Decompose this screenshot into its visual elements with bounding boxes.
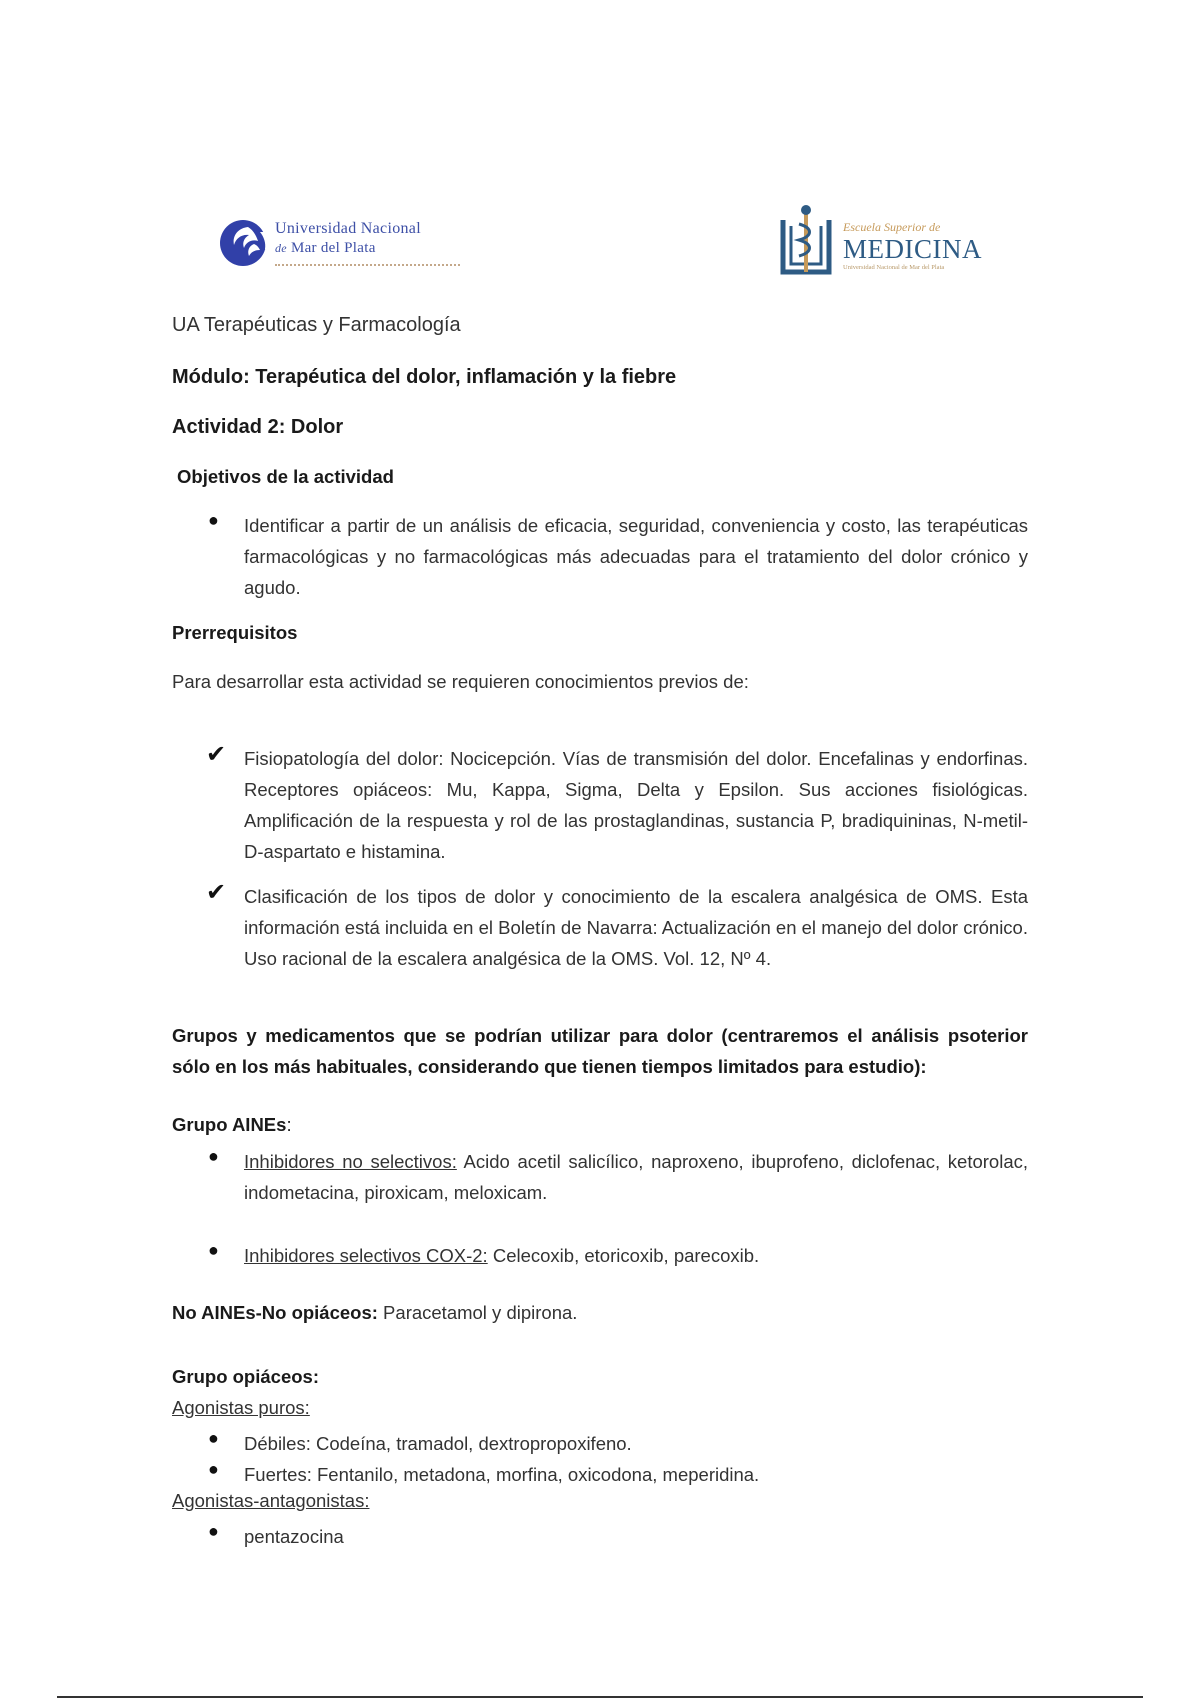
selective-label: Inhibidores selectivos COX-2: — [244, 1245, 488, 1266]
medicina-name: MEDICINA — [843, 234, 982, 264]
bullet-icon: ● — [208, 510, 219, 530]
ua-title: UA Terapéuticas y Farmacología — [172, 314, 461, 336]
weak-opioids-text: Débiles: Codeína, tramadol, dextropropoxifeno. — [244, 1433, 632, 1454]
activity-title: Actividad 2: Dolor — [172, 416, 344, 438]
no-aines-label: No AINEs-No opiáceos: — [172, 1302, 378, 1323]
unmdp-line2: Mar del Plata — [290, 240, 376, 256]
no-aines-text: Paracetamol y dipirona. — [377, 1302, 578, 1323]
medicina-top: Escuela Superior de — [843, 220, 941, 234]
unmdp-wave-icon — [218, 218, 268, 268]
pentazocina-text: pentazocina — [244, 1526, 344, 1547]
unmdp-dotted-rule — [275, 264, 460, 266]
module-title: Módulo: Terapéutica del dolor, inflamación y la fiebre — [172, 366, 677, 388]
bullet-icon: ● — [208, 1240, 219, 1260]
strong-opioids-text: Fuertes: Fentanilo, metadona, morfina, oxicodona, meperidina. — [244, 1464, 760, 1485]
prerequisites-heading: Prerrequisitos — [172, 622, 298, 643]
prerequisite-text: Clasificación de los tipos de dolor y conocimiento de la escalera analgésica de OMS. Esta información está incluida en el Boletín de Navarra: Actualización en el manejo del dolor crónico. Uso racional de la escalera analgésica de la OMS. Vol. 12, Nº 4. — [244, 886, 1028, 969]
opiaceos-heading: Grupo opiáceos: — [172, 1366, 319, 1387]
objectives-heading: Objetivos de la actividad — [177, 466, 394, 487]
aines-heading-label: Grupo AINEs — [172, 1114, 287, 1135]
aines-heading-colon: : — [286, 1114, 292, 1135]
medicina-caduceus-icon — [777, 202, 835, 280]
unmdp-logo — [218, 212, 478, 274]
selective-text: Celecoxib, etoricoxib, parecoxib. — [487, 1245, 760, 1266]
footer-rule — [57, 1696, 1143, 1698]
objective-text: Identificar a partir de un análisis de eficacia, seguridad, conveniencia y costo, las terapéuticas farmacológicas y no farmacológicas más adecuadas para el tratamiento del dolor crónico y agudo. — [244, 515, 1028, 598]
pure-agonists-heading: Agonistas puros: — [172, 1397, 310, 1418]
bullet-icon: ● — [208, 1459, 219, 1479]
bullet-icon: ● — [208, 1146, 219, 1166]
nonselective-label: Inhibidores no selectivos: — [244, 1151, 457, 1172]
unmdp-line1: Universidad Nacional — [275, 220, 421, 237]
nonselective-text: Acido acetil salicílico, naproxeno, ibuprofeno, diclofenac, ketorolac, indometacina, piroxicam, meloxicam. — [244, 1151, 1028, 1203]
medicina-sub: Universidad Nacional de Mar del Plata — [843, 264, 945, 271]
prerequisite-text: Fisiopatología del dolor: Nocicepción. Vías de transmisión del dolor. Encefalinas y endorfinas. Receptores opiáceos: Mu, Kappa, Sigma, Delta y Epsilon. Sus acciones fisiológicas. Amplificación de la respuesta y rol de las prostaglandinas, sustancia P, bradiquininas, N-metil-D-aspartato e histamina. — [244, 748, 1028, 862]
groups-intro: Grupos y medicamentos que se podrían utilizar para dolor (centraremos el análisis psoterior sólo en los más habituales, considerando que tienen tiempos limitados para estudio): — [172, 1025, 1028, 1077]
no-aines-line — [172, 1302, 1028, 1324]
check-icon: ✔ — [206, 741, 227, 768]
check-icon: ✔ — [206, 879, 227, 906]
medicina-logo — [777, 202, 997, 284]
agonist-antagonists-heading: Agonistas-antagonistas: — [172, 1490, 370, 1511]
unmdp-line2-prefix: de — [275, 241, 287, 255]
bullet-icon: ● — [208, 1521, 219, 1541]
bullet-icon: ● — [208, 1428, 219, 1448]
prerequisites-intro: Para desarrollar esta actividad se requieren conocimientos previos de: — [172, 671, 749, 692]
aines-heading — [172, 1114, 1028, 1136]
